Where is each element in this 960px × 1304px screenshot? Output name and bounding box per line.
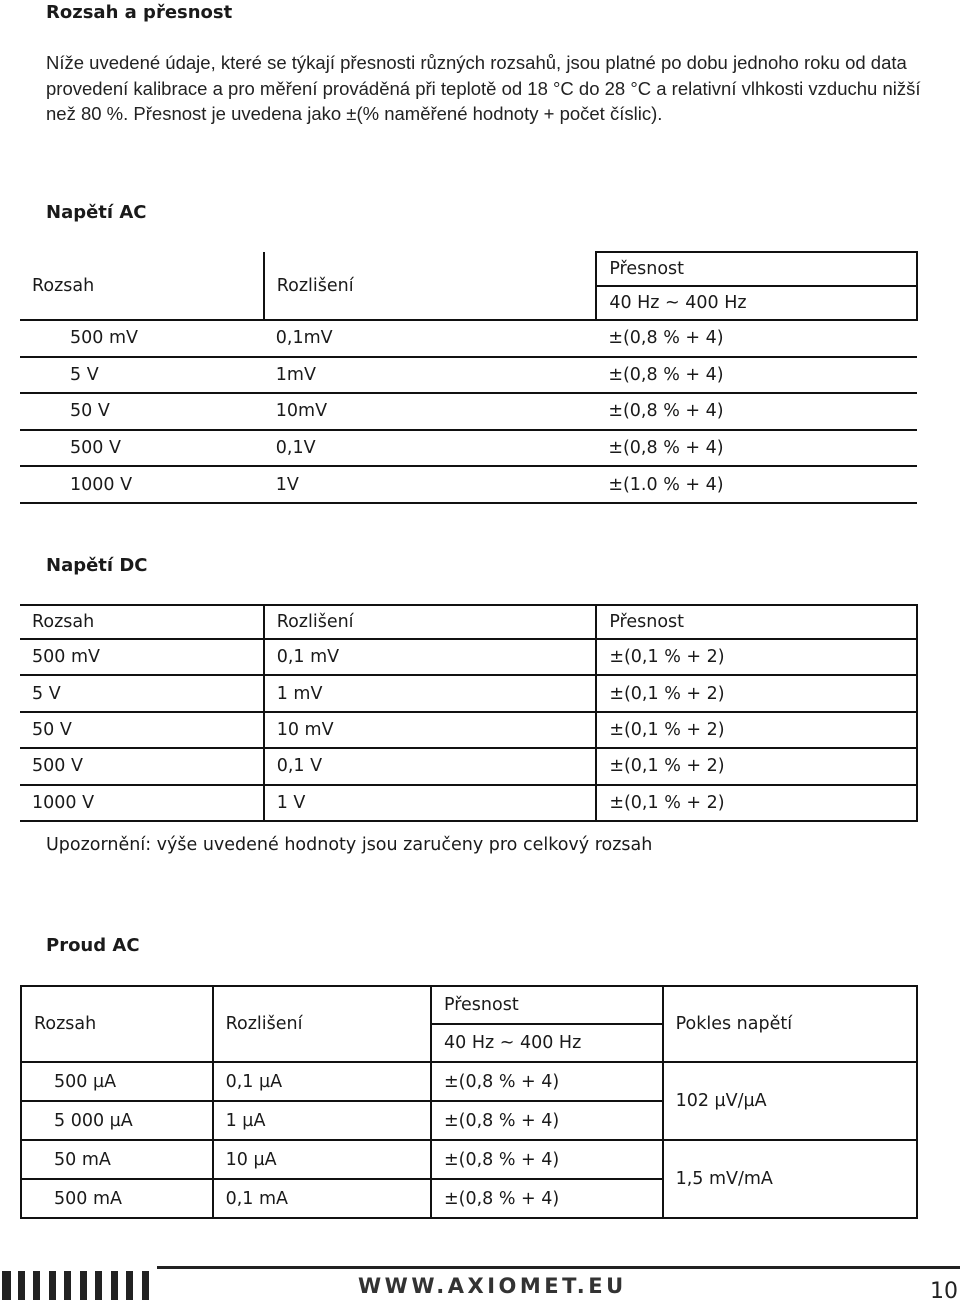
cell-range: 50 mA: [21, 1140, 213, 1179]
footer-url: WWW.AXIOMET.EU: [358, 1274, 627, 1298]
table-row: [20, 430, 917, 467]
cell-resolution: 10mV: [264, 393, 597, 430]
cell-resolution: 1 µA: [213, 1101, 431, 1140]
ac-current-table: [20, 985, 918, 1219]
cell-resolution: 1mV: [264, 357, 597, 394]
brand-bar: [2, 1271, 11, 1300]
table-row: [20, 639, 917, 675]
cell-range: 50 V: [20, 712, 264, 748]
cell-accuracy: ±(1.0 % + 4): [596, 466, 917, 503]
cell-accuracy: ±(0,1 % + 2): [596, 748, 917, 784]
ac-voltage-table: [20, 251, 918, 504]
cell-range: 500 mV: [20, 320, 264, 357]
cell-accuracy: ±(0,8 % + 4): [431, 1140, 663, 1179]
cell-accuracy: ±(0,1 % + 2): [596, 785, 917, 821]
brand-bar: [95, 1271, 102, 1300]
cell-resolution: 10 mV: [264, 712, 597, 748]
cell-range: 500 mV: [20, 639, 264, 675]
table-row: [20, 785, 917, 821]
table-row: [20, 712, 917, 748]
brand-bar: [80, 1271, 87, 1300]
brand-bar: [33, 1271, 40, 1300]
cell-range: 1000 V: [20, 785, 264, 821]
section-title-ac-voltage: Napětí AC: [46, 202, 147, 223]
col-header-accuracy: Přesnost: [431, 986, 663, 1024]
cell-range: 500 V: [20, 430, 264, 467]
table-row: [20, 466, 917, 503]
col-header-frequency: 40 Hz ~ 400 Hz: [431, 1024, 663, 1062]
cell-accuracy: ±(0,1 % + 2): [596, 639, 917, 675]
cell-resolution: 0,1 V: [264, 748, 597, 784]
table-row: [21, 1140, 917, 1179]
ac-voltage-rows: [20, 320, 917, 503]
cell-range: 500 V: [20, 748, 264, 784]
table-row: [20, 320, 917, 357]
page-heading: Rozsah a přesnost: [46, 2, 233, 23]
cell-range: 1000 V: [20, 466, 264, 503]
cell-range: 5 000 µA: [21, 1101, 213, 1140]
col-header-range: Rozsah: [21, 986, 213, 1062]
cell-range: 500 mA: [21, 1179, 213, 1218]
dc-voltage-rows: [20, 639, 917, 821]
cell-accuracy: ±(0,8 % + 4): [596, 357, 917, 394]
cell-resolution: 1 V: [264, 785, 597, 821]
brand-bar: [142, 1271, 149, 1300]
cell-resolution: 1V: [264, 466, 597, 503]
cell-resolution: 0,1mV: [264, 320, 597, 357]
brand-bar: [49, 1271, 56, 1300]
cell-accuracy: ±(0,8 % + 4): [431, 1062, 663, 1101]
footer-rule: [157, 1266, 960, 1269]
col-header-accuracy: Přesnost: [596, 605, 917, 639]
col-header-resolution: Rozlišení: [264, 252, 597, 320]
brand-bar: [111, 1271, 118, 1300]
brand-bar: [18, 1271, 25, 1300]
cell-voltage-drop: 1,5 mV/mA: [663, 1140, 917, 1218]
cell-range: 5 V: [20, 357, 264, 394]
cell-range: 5 V: [20, 675, 264, 711]
col-header-resolution: Rozlišení: [213, 986, 431, 1062]
col-header-voltage-drop: Pokles napětí: [663, 986, 917, 1062]
cell-accuracy: ±(0,8 % + 4): [596, 320, 917, 357]
intro-paragraph: Níže uvedené údaje, které se týkají přesnosti různých rozsahů, jsou platné po dobu jednoho roku od data provedení kalibrace a pro měření prováděná při teplotě od 18 °C do 28 °C a relativní vlhkosti vzduchu nižší než 80 %. Přesnost je uvedena jako ±(% naměřené hodnoty + počet číslic).: [46, 52, 921, 124]
table-row: [21, 1062, 917, 1101]
section-title-ac-current: Proud AC: [46, 935, 140, 956]
cell-accuracy: ±(0,8 % + 4): [431, 1101, 663, 1140]
cell-accuracy: ±(0,8 % + 4): [596, 393, 917, 430]
cell-accuracy: ±(0,8 % + 4): [431, 1179, 663, 1218]
brand-bar: [126, 1271, 133, 1300]
cell-range: 50 V: [20, 393, 264, 430]
cell-resolution: 0,1V: [264, 430, 597, 467]
table-row: [20, 357, 917, 394]
col-header-frequency: 40 Hz ~ 400 Hz: [596, 286, 917, 320]
section-title-dc-voltage: Napětí DC: [46, 555, 148, 576]
cell-resolution: 10 µA: [213, 1140, 431, 1179]
cell-accuracy: ±(0,1 % + 2): [596, 712, 917, 748]
table-row: [20, 393, 917, 430]
brand-bar: [64, 1271, 71, 1300]
col-header-range: Rozsah: [20, 605, 264, 639]
cell-range: 500 µA: [21, 1062, 213, 1101]
brand-bars-logo: [0, 1271, 160, 1300]
col-header-accuracy: Přesnost: [596, 252, 917, 286]
cell-resolution: 0,1 mA: [213, 1179, 431, 1218]
col-header-resolution: Rozlišení: [264, 605, 597, 639]
cell-resolution: 1 mV: [264, 675, 597, 711]
col-header-range: Rozsah: [20, 252, 264, 320]
cell-accuracy: ±(0,1 % + 2): [596, 675, 917, 711]
cell-resolution: 0,1 mV: [264, 639, 597, 675]
table-row: [20, 748, 917, 784]
table-row: [20, 675, 917, 711]
cell-accuracy: ±(0,8 % + 4): [596, 430, 917, 467]
cell-voltage-drop: 102 µV/µA: [663, 1062, 917, 1140]
cell-resolution: 0,1 µA: [213, 1062, 431, 1101]
dc-voltage-note: Upozornění: výše uvedené hodnoty jsou zaručeny pro celkový rozsah: [46, 835, 653, 855]
dc-voltage-table: [20, 604, 918, 822]
page-number: 10: [930, 1279, 958, 1304]
